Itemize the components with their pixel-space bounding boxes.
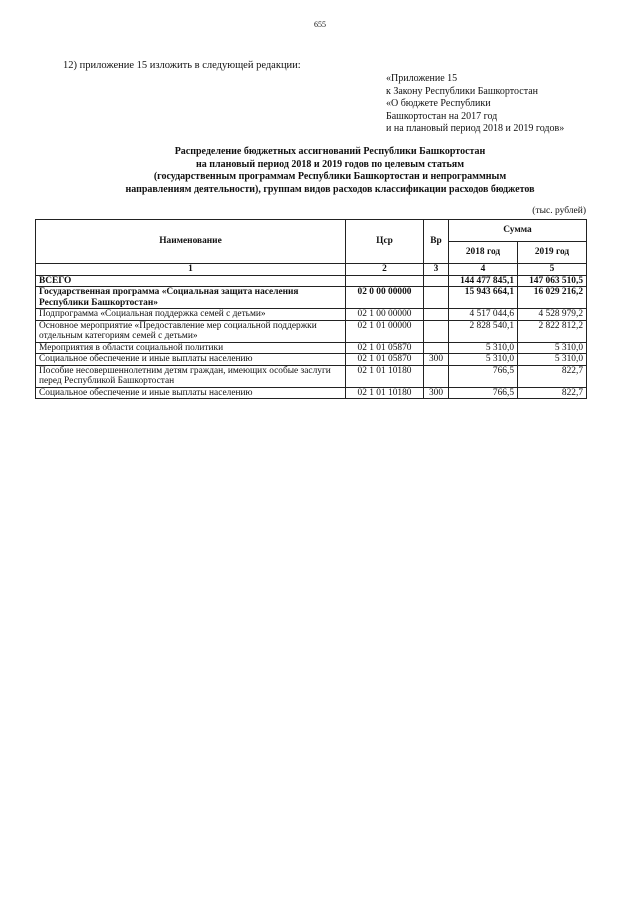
column-index: 4 — [449, 264, 518, 276]
appendix-line: Башкортостан на 2017 год — [386, 110, 498, 122]
row-amount-2019: 147 063 510,5 — [518, 275, 587, 287]
document-title — [60, 146, 600, 196]
row-amount-2018: 4 517 044,6 — [449, 309, 518, 321]
row-csr: 02 1 01 05870 — [346, 342, 424, 354]
appendix-line: и на плановый период 2018 и 2019 годов» — [386, 123, 565, 134]
row-csr: 02 0 00 00000 — [346, 287, 424, 309]
row-name: Социальное обеспечение и иные выплаты населению — [36, 387, 346, 399]
row-amount-2018: 144 477 845,1 — [449, 275, 518, 287]
title-line: Распределение бюджетных ассигнований Республики Башкортостан — [174, 146, 486, 157]
appendix-line: «Приложение 15 — [386, 73, 458, 84]
title-line: (государственным программам Республики Башкортостан и непрограммным — [153, 171, 507, 182]
appendix-line: «О бюджете Республики — [386, 98, 491, 109]
table-row — [36, 342, 587, 354]
row-name: Пособие несовершеннолетним детям граждан, имеющих особые заслуги перед Республикой Башкортостан — [36, 365, 346, 387]
row-name: Социальное обеспечение и иные выплаты населению — [36, 354, 346, 366]
appendix-line: к Закону Республики Башкортостан — [386, 85, 538, 97]
row-amount-2019: 822,7 — [518, 365, 587, 387]
row-amount-2018: 5 310,0 — [449, 354, 518, 366]
table-row — [36, 287, 587, 309]
header-vr: Вр — [424, 220, 449, 264]
row-name: Подпрограмма «Социальная поддержка семей с детьми» — [36, 309, 346, 321]
row-vr: 300 — [424, 387, 449, 399]
row-csr — [346, 275, 424, 287]
appendix-reference — [386, 73, 564, 136]
header-year-2018: 2018 год — [449, 242, 518, 264]
column-index: 5 — [518, 264, 587, 276]
row-csr: 02 1 01 00000 — [346, 320, 424, 342]
row-amount-2018: 766,5 — [449, 387, 518, 399]
row-vr — [424, 320, 449, 342]
row-vr — [424, 309, 449, 321]
column-index: 1 — [36, 264, 346, 276]
table-row — [36, 387, 587, 399]
column-index: 2 — [346, 264, 424, 276]
row-name: Основное мероприятие «Предоставление мер социальной поддержки отдельным категориям семей с детьми» — [36, 320, 346, 342]
budget-table — [35, 219, 587, 399]
header-csr: Цср — [346, 220, 424, 264]
row-name: Государственная программа «Социальная защита населения Республики Башкортостан» — [36, 287, 346, 309]
row-amount-2019: 5 310,0 — [518, 354, 587, 366]
row-name: Мероприятия в области социальной политики — [36, 342, 346, 354]
row-amount-2018: 15 943 664,1 — [449, 287, 518, 309]
row-amount-2019: 5 310,0 — [518, 342, 587, 354]
intro-text: 12) приложение 15 изложить в следующей редакции: — [63, 60, 301, 71]
table-row — [36, 365, 587, 387]
row-vr — [424, 365, 449, 387]
table-row — [36, 320, 587, 342]
row-amount-2018: 5 310,0 — [449, 342, 518, 354]
row-vr: 300 — [424, 354, 449, 366]
row-name: ВСЕГО — [36, 275, 346, 287]
units-label: (тыс. рублей) — [532, 206, 586, 216]
row-amount-2019: 4 528 979,2 — [518, 309, 587, 321]
row-vr — [424, 287, 449, 309]
row-amount-2018: 2 828 540,1 — [449, 320, 518, 342]
row-csr: 02 1 01 05870 — [346, 354, 424, 366]
row-csr: 02 1 00 00000 — [346, 309, 424, 321]
table-row — [36, 354, 587, 366]
title-line: на плановый период 2018 и 2019 годов по целевым статьям — [195, 158, 465, 170]
table-row — [36, 309, 587, 321]
page-number: 655 — [314, 20, 326, 29]
header-name: Наименование — [36, 220, 346, 264]
row-vr — [424, 342, 449, 354]
header-sum: Сумма — [449, 220, 587, 242]
row-vr — [424, 275, 449, 287]
row-amount-2018: 766,5 — [449, 365, 518, 387]
row-amount-2019: 2 822 812,2 — [518, 320, 587, 342]
header-year-2019: 2019 год — [518, 242, 587, 264]
column-index: 3 — [424, 264, 449, 276]
row-amount-2019: 822,7 — [518, 387, 587, 399]
row-csr: 02 1 01 10180 — [346, 365, 424, 387]
row-amount-2019: 16 029 216,2 — [518, 287, 587, 309]
table-row — [36, 275, 587, 287]
title-line: направлениям деятельности), группам видов расходов классификации расходов бюджетов — [125, 183, 535, 195]
row-csr: 02 1 01 10180 — [346, 387, 424, 399]
